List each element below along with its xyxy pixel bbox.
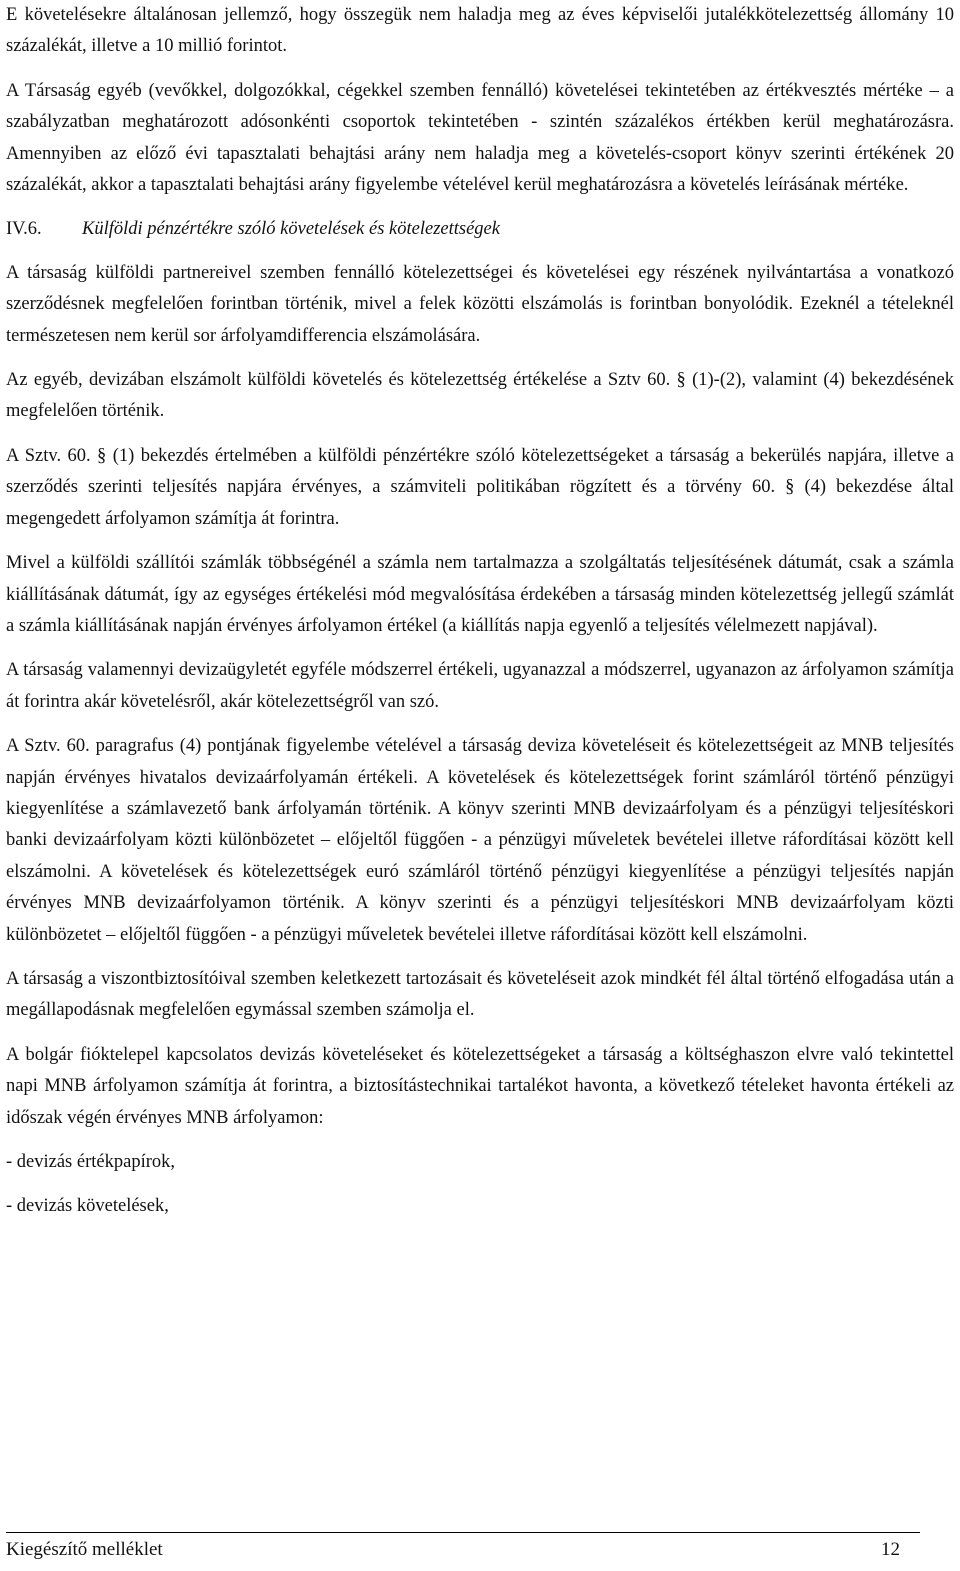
paragraph: A bolgár fióktelepel kapcsolatos devizás követeléseket és kötelezettségeket a társaság a költséghaszon elvre való tekintettel napi MNB árfolyamon számítja át forintra, a biztosítástechnikai tartalékot havonta, a következő tételeket havonta értékeli az időszak végén érvényes MNB árfolyamon: — [6, 1044, 954, 1128]
list-item: - devizás követelések, — [6, 1196, 169, 1217]
section-heading — [6, 214, 954, 245]
document-page — [6, 0, 954, 1236]
section-title: Külföldi pénzértékre szóló követelések és kötelezettségek — [82, 219, 500, 240]
page-number: 12 — [881, 1539, 900, 1560]
paragraph: A Sztv. 60. paragrafus (4) pontjának figyelembe vételével a társaság deviza követeléseit és kötelezettségeit az MNB teljesítés napján érvényes hivatalos devizaárfolyamán értékeli. A követelések és kötelezettségek forint számláról történő pénzügyi kiegyenlítése a számlavezető bank árfolyamán történik. A könyv szerinti MNB devizaárfolyam és a pénzügyi teljesítéskori banki devizaárfolyam közti különbözetet – előjeltől függően - a pénzügyi műveletek bevételei illetve ráfordításai között kell elszámolni. A követelések és kötelezettségek euró számláról történő pénzügyi kiegyenlítése a pénzügyi teljesítés napján érvényes MNB devizaárfolyamon történik. A könyv szerinti és a pénzügyi teljesítéskori MNB devizaárfolyam közti különbözetet – előjeltől függően - a pénzügyi műveletek bevételei illetve ráfordításai között kell elszámolni. — [6, 736, 954, 945]
paragraph: A társaság valamennyi devizaügyletét egyféle módszerrel értékeli, ugyanazzal a módszerrel, ugyanazon az árfolyamon számítja át forintra akár követelésről, akár kötelezettségről van szó. — [6, 660, 954, 712]
paragraph: A Társaság egyéb (vevőkkel, dolgozókkal, cégekkel szemben fennálló) követelései tekintetében az értékvesztés mértéke – a szabályzatban meghatározott adósonkénti csoportok tekintetében - szintén százalékos értékben kerül meghatározásra. Amennyiben az előző évi tapasztalati behajtási arány nem haladja meg a követelés-csoport könyv szerinti értékének 20 százalékát, akkor a tapasztalati behajtási arány figyelembe vételével kerül meghatározásra a követelés leírásának mértéke. — [6, 80, 954, 196]
paragraph: Mivel a külföldi szállítói számlák többségénél a számla nem tartalmazza a szolgáltatás teljesítésének dátumát, csak a számla kiállításának dátumát, így az egységes értékelési mód megvalósítása érdekében a társaság minden kötelezettség jellegű számlát a számla kiállításának napján érvényes árfolyamon értékel (a kiállítás napja egyenlő a teljesítés vélelmezett napjával). — [6, 553, 954, 636]
list-item: - devizás értékpapírok, — [6, 1152, 175, 1172]
section-number: IV.6. — [6, 219, 42, 240]
page-footer — [6, 1532, 920, 1561]
paragraph: E követelésekre általánosan jellemző, hogy összegük nem haladja meg az éves képviselői jutalékkötelezettség állomány 10 százalékát, illetve a 10 millió forintot. — [6, 5, 954, 57]
paragraph: Az egyéb, devizában elszámolt külföldi követelés és kötelezettség értékelése a Sztv 60. § (1)-(2), valamint (4) bekezdésének megfelelően történik. — [6, 370, 954, 422]
paragraph: A társaság külföldi partnereivel szemben fennálló kötelezettségei és követelései egy részének nyilvántartása a vonatkozó szerződésnek megfelelően forintban történik, mivel a felek közötti elszámolás is forintban bonyolódik. Ezeknél a tételeknél természetesen nem kerül sor árfolyamdifferencia elszámolására. — [6, 262, 954, 346]
footer-label: Kiegészítő melléklet — [6, 1539, 163, 1560]
paragraph: A Sztv. 60. § (1) bekezdés értelmében a külföldi pénzértékre szóló kötelezettségeket a társaság a bekerülés napjára, illetve a szerződés szerinti teljesítés napjára érvényes, a számviteli politikában rögzített és a törvény 60. § (4) bekezdése által megengedett árfolyamon számítja át forintra. — [6, 445, 954, 529]
paragraph: A társaság a viszontbiztosítóival szemben keletkezett tartozásait és követeléseit azok mindkét fél által történő elfogadása után a megállapodásnak megfelelően egymással szemben számolja el. — [6, 968, 954, 1021]
